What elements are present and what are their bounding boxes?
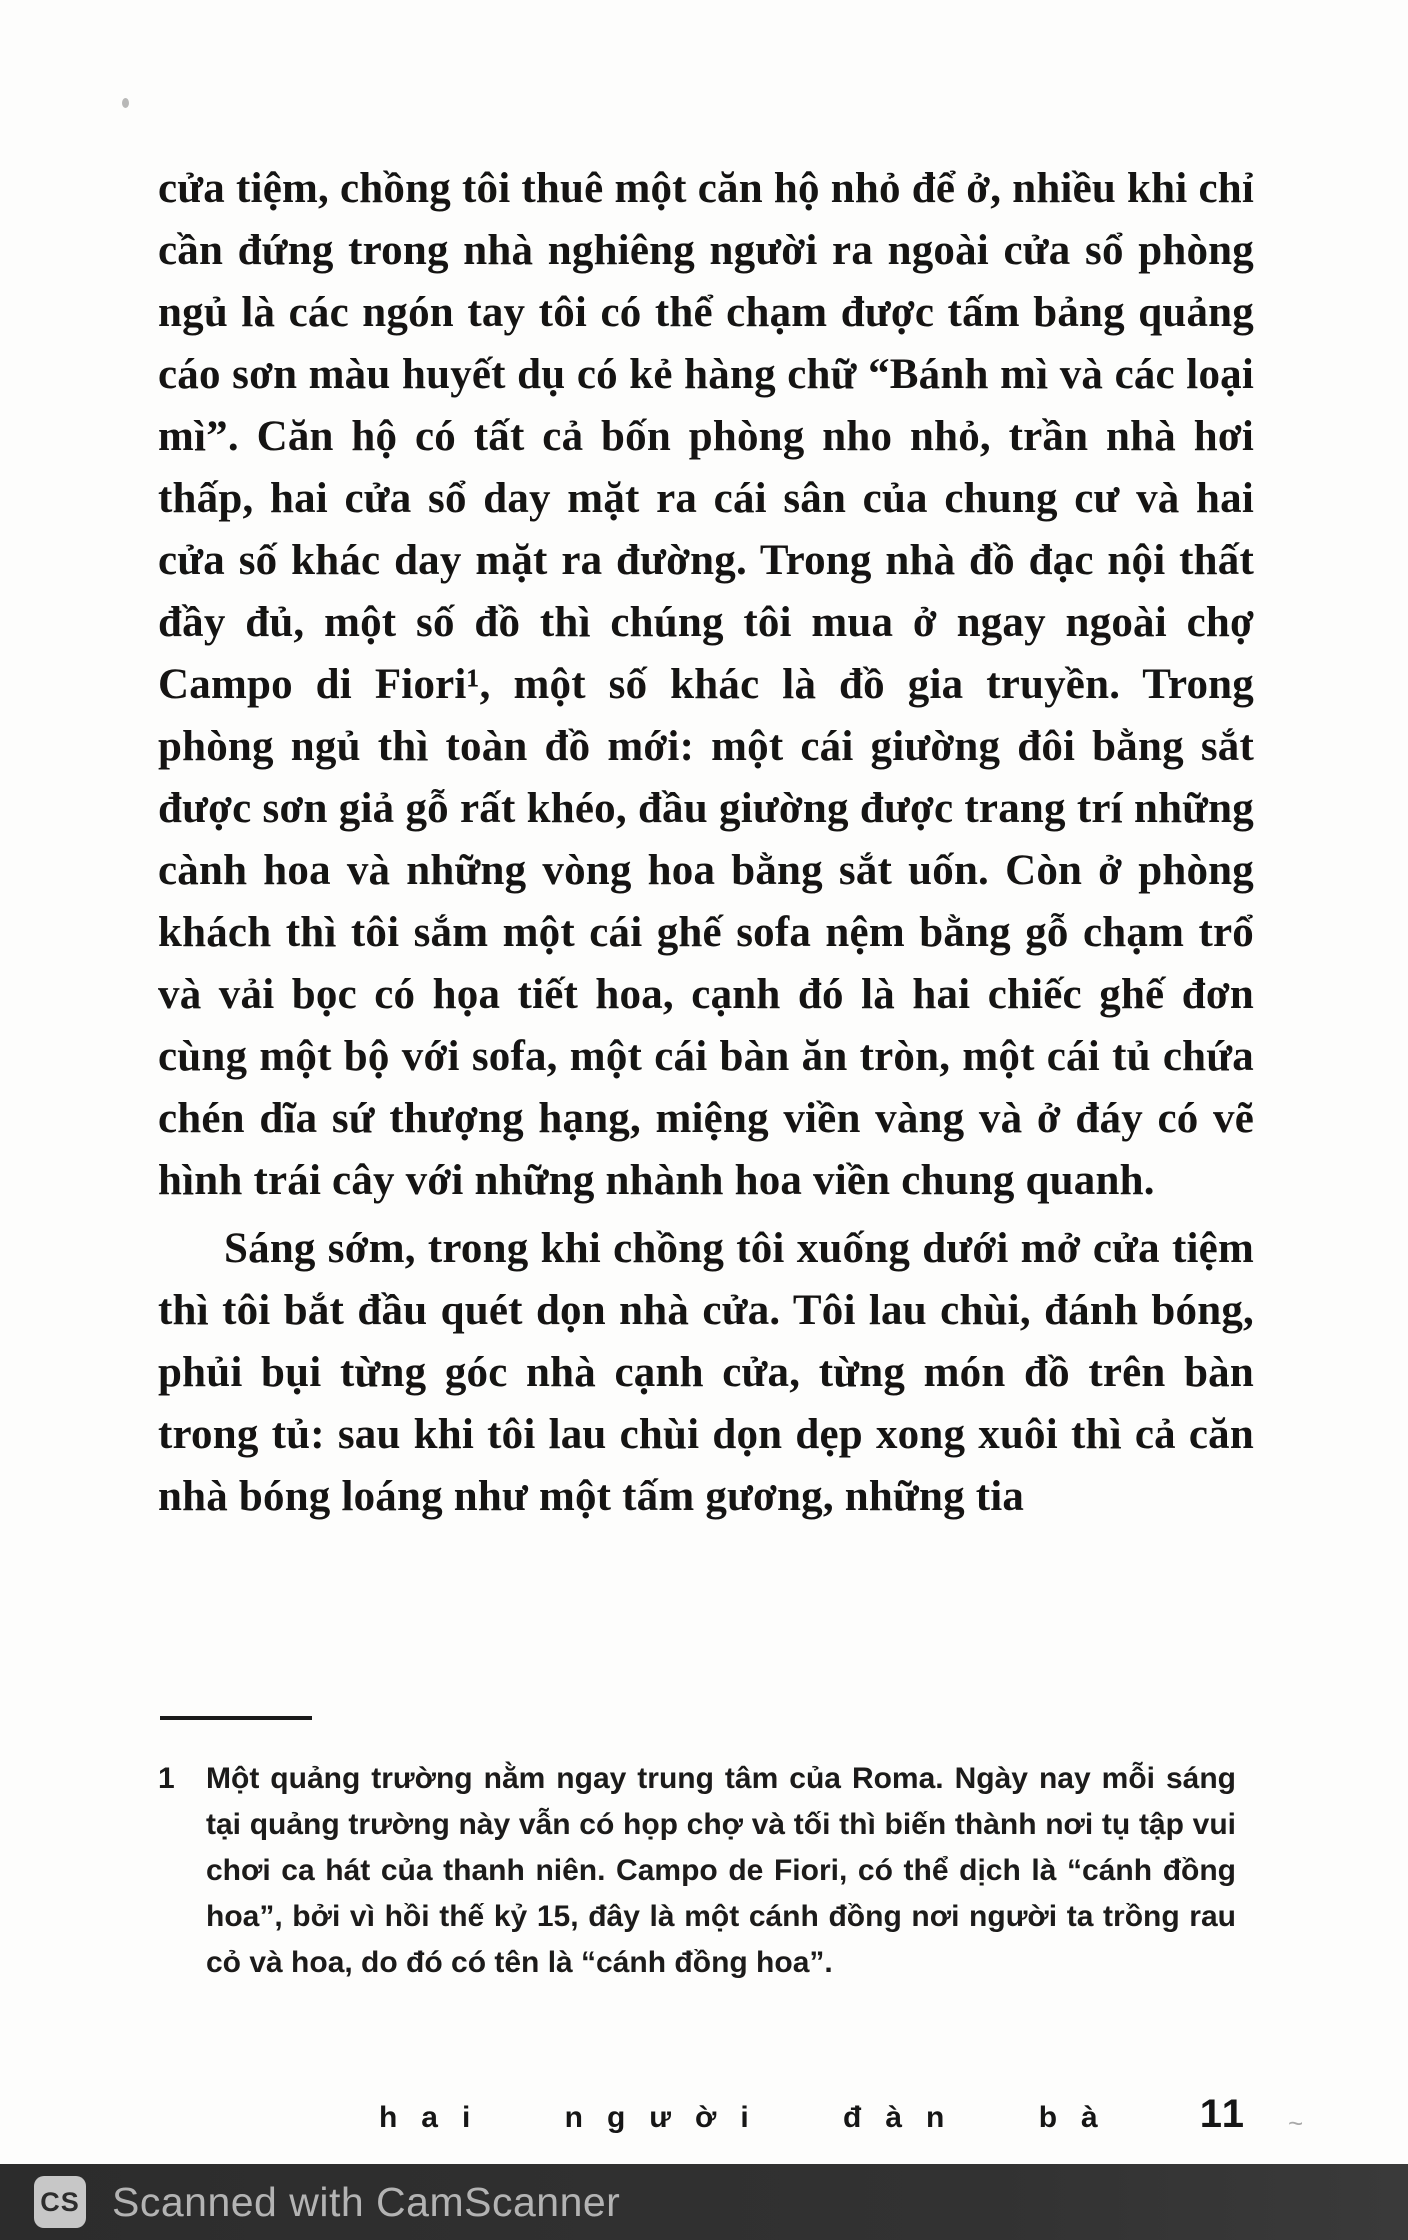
camscanner-text: Scanned with CamScanner	[112, 2178, 621, 2225]
scan-artifact	[122, 98, 129, 108]
page-footer	[0, 2092, 1408, 2137]
footnote-divider	[160, 1716, 312, 1720]
page-number: 11	[1199, 2092, 1246, 2136]
running-title: hai người đàn bà	[378, 2101, 1122, 2134]
body-text	[158, 158, 1254, 1718]
paragraph: Sáng sớm, trong khi chồng tôi xuống dưới mở cửa tiệm thì tôi bắt đầu quét dọn nhà cửa. Tôi lau chùi, đánh bóng, phủi bụi từng góc nhà cạnh cửa, từng món đồ trên bàn trong tủ: sau khi tôi lau chùi dọn dẹp xong xuôi thì cả căn nhà bóng loáng như một tấm gương, những tia	[158, 1225, 1254, 1520]
footnote-number: 1	[158, 1762, 175, 1795]
footnote	[158, 1756, 1236, 1986]
footnote-text: Một quảng trường nằm ngay trung tâm của Roma. Ngày nay mỗi sáng tại quảng trường này vẫn có họp chợ và tối thì biến thành nơi tụ tập vui chơi ca hát của thanh niên. Campo de Fiori, có thể dịch là “cánh đồng hoa”, bởi vì hồi thế kỷ 15, đây là một cánh đồng nơi người ta trồng rau cỏ và hoa, do đó có tên là “cánh đồng hoa”.	[206, 1762, 1236, 1979]
scan-artifact: ~	[1288, 2108, 1304, 2138]
camscanner-watermark-bar	[0, 2164, 1408, 2240]
paragraph: cửa tiệm, chồng tôi thuê một căn hộ nhỏ để ở, nhiều khi chỉ cần đứng trong nhà nghiêng người ra ngoài cửa sổ phòng ngủ là các ngón tay tôi có thể chạm được tấm bảng quảng cáo sơn màu huyết dụ có kẻ hàng chữ “Bánh mì và các loại mì”. Căn hộ có tất cả bốn phòng nho nhỏ, trần nhà hơi thấp, hai cửa sổ day mặt ra cái sân của chung cư và hai cửa số khác day mặt ra đường. Trong nhà đồ đạc nội thất đầy đủ, một số đồ thì chúng tôi mua ở ngay ngoài chợ Campo di Fiori¹, một số khác là đồ gia truyền. Trong phòng ngủ thì toàn đồ mới: một cái giường đôi bằng sắt được sơn giả gỗ rất khéo, đầu giường được trang trí những cành hoa và những vòng hoa bằng sắt uốn. Còn ở phòng khách thì tôi sắm một cái ghế sofa nệm bằng gỗ chạm trổ và vải bọc có họa tiết hoa, cạnh đó là hai chiếc ghế đơn cùng một bộ với sofa, một cái bàn ăn tròn, một cái tủ chứa chén dĩa sứ thượng hạng, miệng viền vàng và ở đáy có vẽ hình trái cây với những nhành hoa viền chung quanh.	[158, 165, 1254, 1204]
camscanner-logo-icon: CS	[34, 2176, 86, 2228]
